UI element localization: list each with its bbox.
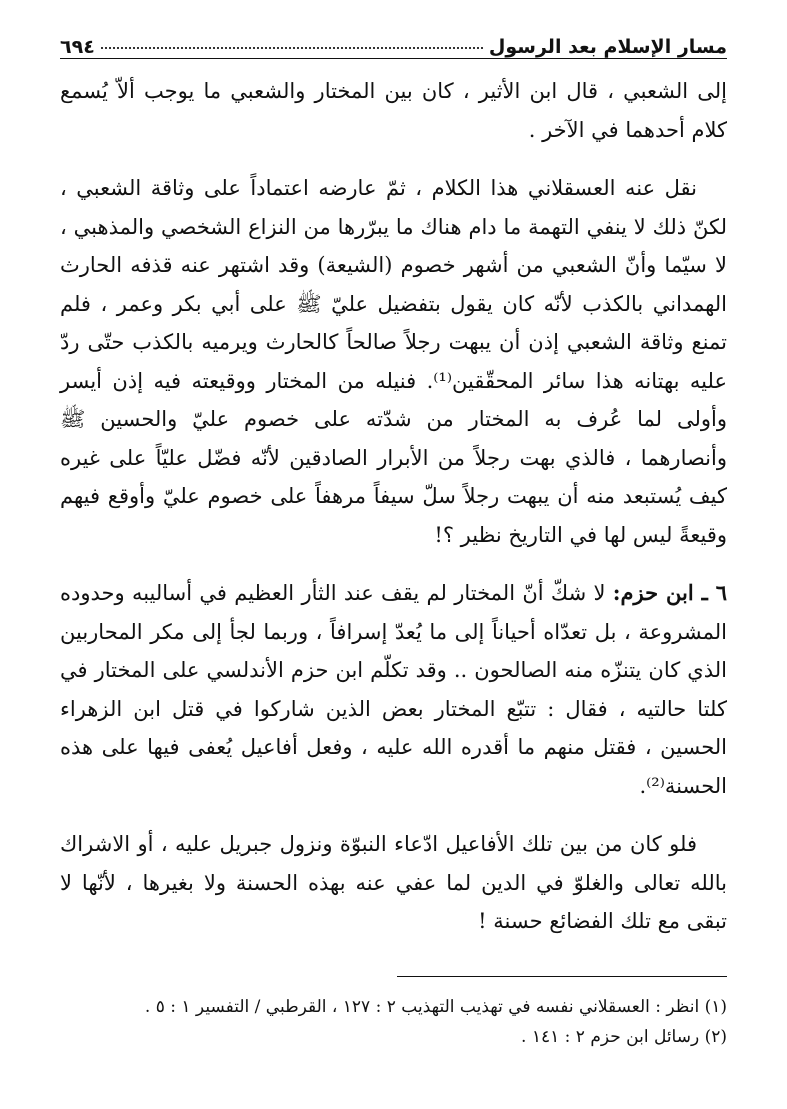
page-number: ٦٩٤ — [60, 36, 95, 58]
footnote-2: (٢) رسائل ابن حزم ٢ : ١٤١ . — [521, 1027, 727, 1047]
section-label: ٦ ـ ابن حزم: — [612, 580, 727, 605]
section-lead: لا شكّ أنّ المختار لم يقف عند الثأر العظيم في أساليبه وحدوده — [60, 581, 606, 605]
paragraph-2: نقل عنه العسقلاني هذا الكلام ، ثمّ عارضه اعتماداً على وثاقة الشعبي ، لكنّ ذلك لا ينفي التهمة ما دام هناك ما يبرّرها من النزاع الشخصي والمذهبي ، لا سيّما وأنّ الشعبي من أشهر خصوم (الشيعة) وقد اشتهر عنه قذفه الحارث الهمداني بالكذب لأنّه كان يقول بتفضيل عليّ ﷺ على أبي بكر وعمر ، فلم تمنع وثاقة الشعبي إذن أن يبهت رجلاً صالحاً كالحارث ويرميه بالكذب حتّى ردّ عليه بهتانه هذا سائر المحقّقين⁽¹⁾. فنيله من المختار ووقيعته فيه إذن أيسر وأولى لما عُرف به المختار من شدّته على خصوم عليّ والحسين ﷺ وأنصارهما ، فالذي بهت رجلاً من الأبرار الصادقين لأنّه فضّل عليّاً على غيره كيف يُستبعد منه أن يبهت رجلاً سلّ سيفاً مرهفاً على خصوم عليّ وأوقع فيهم وقيعةً ليس لها في التاريخ نظير ؟! — [60, 176, 728, 547]
paragraph-4: فلو كان من بين تلك الأفاعيل ادّعاء النبوّة ونزول جبريل عليه ، أو الاشراك بالله تعالى والغلوّ في الدين لما عفي عنه بهذه الحسنة ولا بغيرها ، لأنّها لا تبقى مع تلك الفضائع حسنة ! — [60, 832, 727, 933]
footnote-1: (١) انظر : العسقلاني نفسه في تهذيب التهذيب ٢ : ١٢٧ ، القرطبي / التفسير ١ : ٥ . — [144, 997, 727, 1017]
footnotes — [60, 992, 727, 1052]
page-header — [60, 22, 727, 59]
body-text — [60, 72, 727, 941]
section-ibn-hazm — [60, 574, 727, 805]
paragraph-1: إلى الشعبي ، قال ابن الأثير ، كان بين المختار والشعبي ما يوجب ألاّ يُسمع كلام أحدهما في الآخر . — [60, 79, 727, 142]
paragraph-3: المشروعة ، بل تعدّاه أحياناً إلى ما يُعدّ إسرافاً ، وربما لجأ إلى مكر المحاربين الذي كان يتنزّه منه الصالحون .. وقد تكلّم ابن حزم الأندلسي على المختار في كلتا حالتيه ، فقال : تتبّع المختار بعض الذين شاركوا في قتل ابن الزهراء الحسين ، فقتل منهم ما أقدره الله عليه ، وفعل أفاعيل يُعفى فيها على هذه الحسنة⁽²⁾. — [60, 619, 727, 798]
running-title: مسار الإسلام بعد الرسول — [488, 36, 727, 58]
header-dot-leader — [101, 47, 483, 49]
footnote-separator — [397, 976, 727, 977]
